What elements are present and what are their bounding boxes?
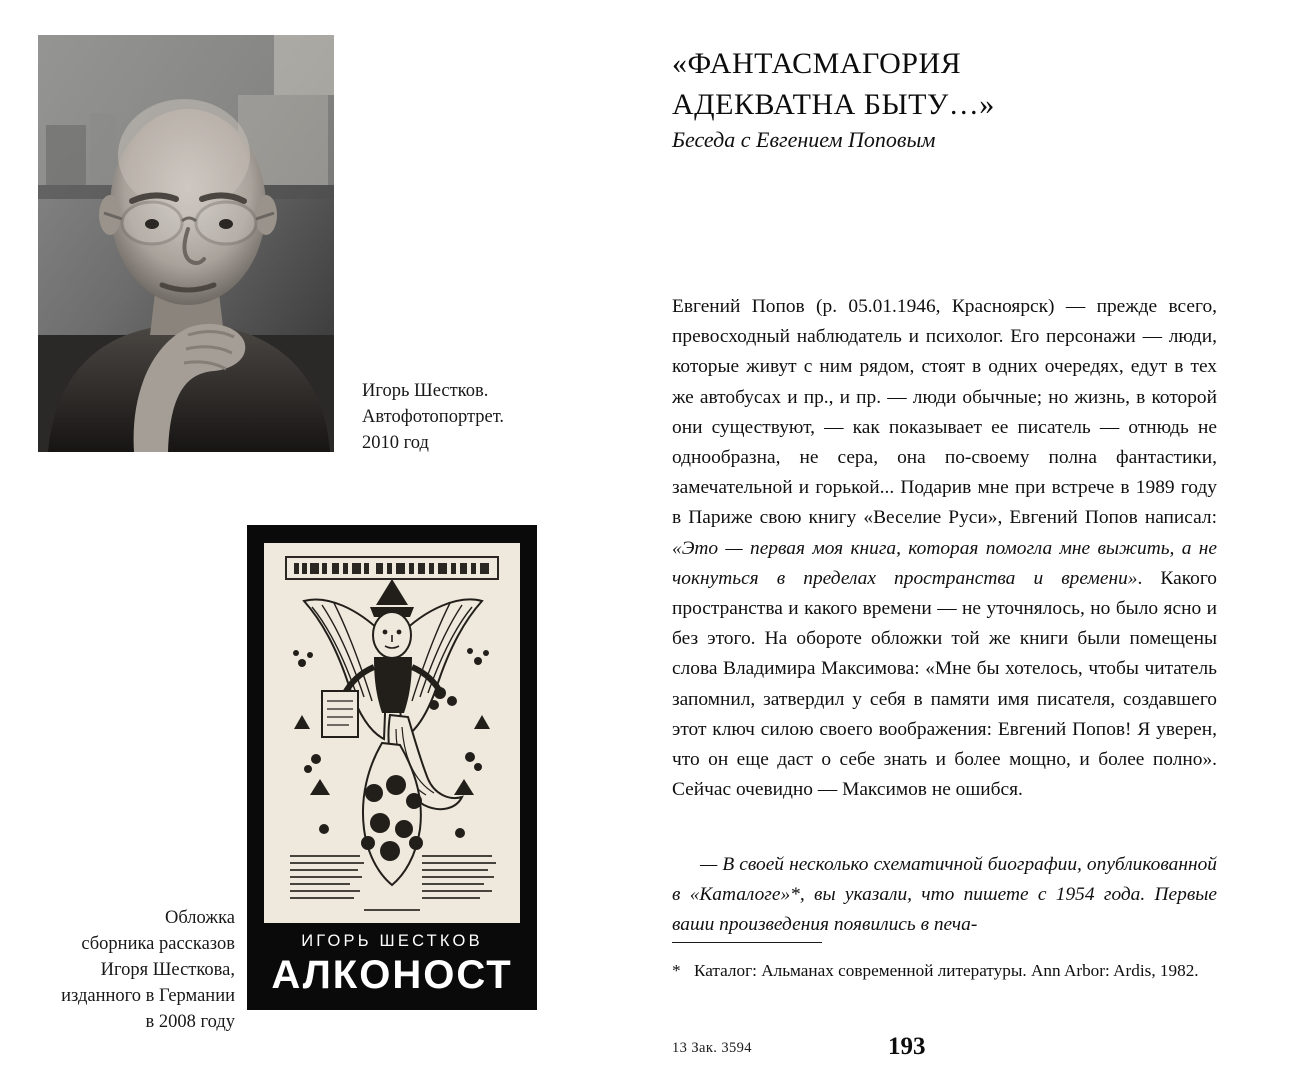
intro-text-part-2: . Какого пространства и какого времени — не уточнялось, но было ясно и без этого. На обороте обложки той же книги были помещены слова Владимира Максимова: «Мне бы хотелось, чтобы читатель запомнил, затвердил у себя в памяти имя писателя, создавшего этот ключ силою своего воображения: Евгений Попов! Я уверен, что он еще даст о себе знать и более мощно, и более полно». Сейчас очевидно — Максимов не ошибся. [672,567,1217,801]
book-cover-title: АЛКОНОСТ [271,953,513,997]
page-title-line-2: АДЕКВАТНА БЫТУ…» [672,88,995,121]
cover-caption-line-3: Игоря Шесткова, [100,960,235,980]
portrait-caption-line-3: 2010 год [362,433,429,453]
footnote-divider [672,942,822,943]
signature-mark: 13 Зак. 3594 [672,1040,752,1056]
portrait-caption [362,378,592,456]
page-number: 193 [888,1033,926,1060]
interview-question-paragraph: — В своей несколько схематичной биографии, опубликованной в «Каталоге»*, вы указали, что пишете с 1954 года. Первые ваши произведения появились в печа- [672,854,1217,936]
intro-quote-italic: «Это — первая моя книга, которая помогла мне выжить, а не чокнуться в пределах пространства и времени» [672,537,1217,589]
cover-caption-line-1: Обложка [164,908,235,928]
page-title-line-1: «ФАНТАСМАГОРИЯ [672,47,962,80]
cover-caption-line-2: сборника рассказов [81,934,235,954]
book-cover-author: ИГОРЬ ШЕСТКОВ [301,932,483,950]
intro-text-part-1: Евгений Попов (р. 05.01.1946, Красноярск) — прежде всего, превосходный наблюдатель и психолог. Его персонажи — люди, которые живут с ним рядом, стоят в одних очередях, едут в тех же автобусах и пр., и пр. — люди обычные; но жизнь, в которой они существуют, — как показывает ее писатель — отнюдь не однообразна, не сера, она по-своему полна фантастики, замечательной и горькой... Подарив мне при встрече в 1989 году в Париже свою книгу «Веселие Руси», Евгений Попов написал: [672,296,1217,529]
right-column [672,0,1222,1080]
left-column [0,0,600,1080]
cover-caption-line-5: в 2008 году [145,1012,235,1032]
footnote-text: Каталог: Альманах современной литературы. Ann Arbor: Ardis, 1982. [694,961,1199,980]
author-portrait-photo [38,35,334,452]
intro-paragraph [672,292,1217,805]
page-subtitle: Беседа с Евгением Поповым [672,127,936,152]
book-cover-image [247,525,537,1010]
page-title [672,43,1222,125]
footnote [672,958,1217,983]
footnote-marker: * [672,961,681,980]
portrait-caption-line-1: Игорь Шестков. [362,381,489,401]
cover-caption-line-4: изданного в Германии [61,986,235,1006]
book-cover-artwork [264,543,520,923]
portrait-caption-line-2: Автофотопортрет. [362,407,505,427]
book-cover-caption [20,905,235,1035]
